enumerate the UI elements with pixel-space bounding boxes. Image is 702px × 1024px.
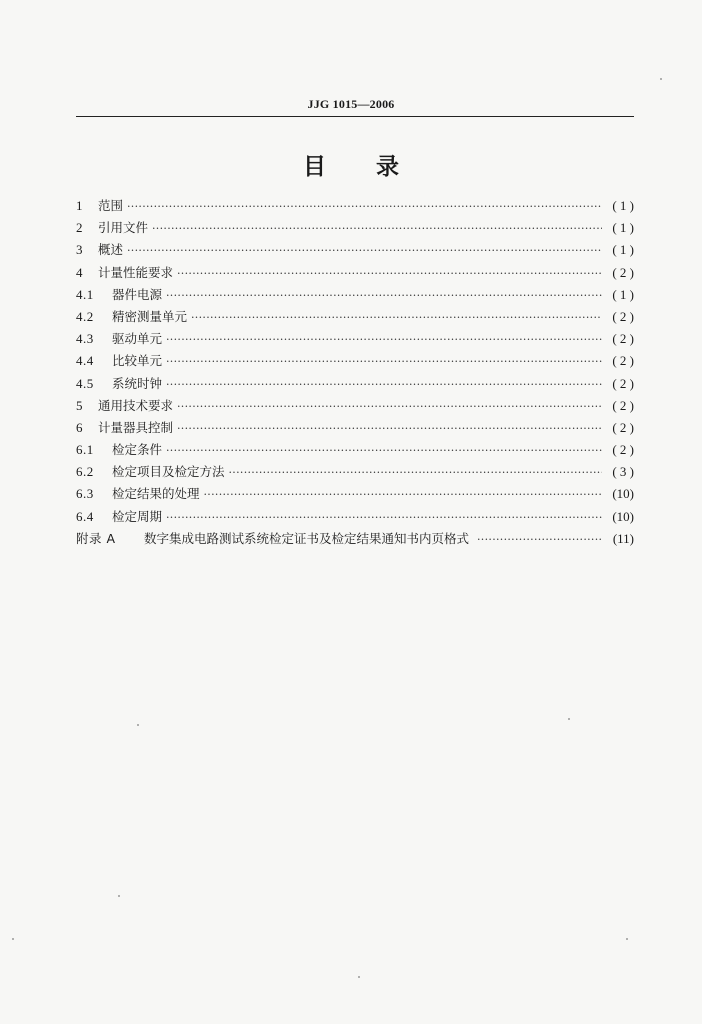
- toc-page: ( 2 ): [612, 308, 634, 324]
- toc-entry-6-4[interactable]: [76, 506, 634, 528]
- toc-leader-dots: [166, 440, 602, 462]
- toc-leader-dots: [166, 374, 602, 396]
- title-char-2: 录: [376, 154, 399, 180]
- toc-label: 比较单元: [112, 353, 163, 369]
- toc-leader-dots: [229, 462, 602, 484]
- toc-number: 6.1: [76, 442, 94, 458]
- toc-label: 检定项目及检定方法: [112, 464, 225, 480]
- toc-leader-dots: [166, 351, 602, 373]
- toc-number: 6.4: [76, 508, 94, 524]
- toc-leader-dots: [191, 307, 602, 329]
- toc-label: 计量性能要求: [98, 264, 174, 280]
- scan-speck: [660, 78, 662, 80]
- toc-number: 附录 A: [76, 530, 116, 546]
- toc-entry-4-1[interactable]: [76, 284, 634, 306]
- toc-leader-dots: [177, 418, 602, 440]
- toc-label: 系统时钟: [112, 375, 163, 391]
- toc-label: 检定结果的处理: [112, 486, 200, 502]
- toc-number: 4.1: [76, 286, 94, 302]
- toc-leader-dots: [177, 263, 602, 285]
- title-char-1: 目: [303, 154, 326, 180]
- toc-entry-6[interactable]: [76, 417, 634, 439]
- toc-label: 精密测量单元: [112, 308, 188, 324]
- toc-number: 6.3: [76, 486, 94, 502]
- toc-page: (11): [612, 530, 634, 546]
- scan-speck: [12, 938, 14, 940]
- toc-page: (10): [612, 486, 634, 502]
- toc-entry-6-2[interactable]: [76, 461, 634, 483]
- toc-label: 计量器具控制: [98, 419, 174, 435]
- toc-page: ( 2 ): [612, 442, 634, 458]
- toc-number: 5: [76, 397, 83, 413]
- toc-leader-dots: [166, 285, 602, 307]
- toc-number: 4.2: [76, 308, 94, 324]
- toc-page: ( 2 ): [612, 419, 634, 435]
- toc-label: 检定周期: [112, 508, 163, 524]
- toc-leader-dots: [127, 196, 602, 218]
- toc-number: 4.4: [76, 353, 94, 369]
- toc-page: ( 2 ): [612, 353, 634, 369]
- toc-leader-dots: [477, 529, 602, 551]
- table-of-contents: [76, 195, 634, 550]
- toc-page: ( 1 ): [612, 286, 634, 302]
- toc-page: (10): [612, 508, 634, 524]
- toc-page: ( 3 ): [612, 464, 634, 480]
- toc-entry-6-3[interactable]: [76, 483, 634, 505]
- toc-entry-5[interactable]: [76, 395, 634, 417]
- scan-speck: [137, 724, 139, 726]
- toc-label: 通用技术要求: [98, 397, 174, 413]
- scan-speck: [118, 895, 120, 897]
- document-code-header: JJG 1015—2006: [307, 97, 395, 111]
- toc-page: ( 2 ): [612, 397, 634, 413]
- toc-number: 6.2: [76, 464, 94, 480]
- toc-entry-3[interactable]: [76, 239, 634, 261]
- toc-leader-dots: [204, 484, 602, 506]
- toc-entry-6-1[interactable]: [76, 439, 634, 461]
- toc-label: 范围: [98, 198, 124, 213]
- toc-leader-dots: [152, 218, 602, 240]
- page-title: [0, 148, 702, 181]
- toc-entry-4[interactable]: [76, 262, 634, 284]
- toc-number: 4.5: [76, 375, 94, 391]
- toc-entry-4-5[interactable]: [76, 373, 634, 395]
- toc-label: 数字集成电路测试系统检定证书及检定结果通知书内页格式: [144, 530, 470, 546]
- toc-entry-4-2[interactable]: [76, 306, 634, 328]
- toc-page: ( 1 ): [612, 242, 634, 258]
- toc-page: ( 1 ): [612, 220, 634, 236]
- toc-label: 器件电源: [112, 286, 163, 302]
- scan-speck: [358, 976, 360, 978]
- toc-entry-4-3[interactable]: [76, 328, 634, 350]
- toc-label: 驱动单元: [112, 331, 163, 347]
- toc-leader-dots: [127, 240, 602, 262]
- toc-entry-2[interactable]: [76, 217, 634, 239]
- toc-leader-dots: [166, 329, 602, 351]
- toc-number: 1: [76, 198, 83, 213]
- toc-entry-1[interactable]: [76, 195, 634, 217]
- toc-entry-4-4[interactable]: [76, 350, 634, 372]
- toc-leader-dots: [177, 396, 602, 418]
- toc-label: 概述: [98, 242, 124, 258]
- toc-entry-appendix-a[interactable]: [76, 528, 634, 550]
- toc-label: 检定条件: [112, 442, 163, 458]
- header-rule: [76, 116, 634, 117]
- toc-number: 3: [76, 242, 83, 258]
- toc-number: 4: [76, 264, 83, 280]
- toc-leader-dots: [166, 507, 602, 529]
- scan-speck: [568, 718, 570, 720]
- toc-page: ( 1 ): [612, 198, 634, 213]
- toc-page: ( 2 ): [612, 331, 634, 347]
- toc-page: ( 2 ): [612, 375, 634, 391]
- toc-number: 2: [76, 220, 83, 236]
- toc-number: 6: [76, 419, 83, 435]
- toc-label: 引用文件: [98, 220, 149, 236]
- toc-number: 4.3: [76, 331, 94, 347]
- scan-speck: [626, 938, 628, 940]
- toc-page: ( 2 ): [612, 264, 634, 280]
